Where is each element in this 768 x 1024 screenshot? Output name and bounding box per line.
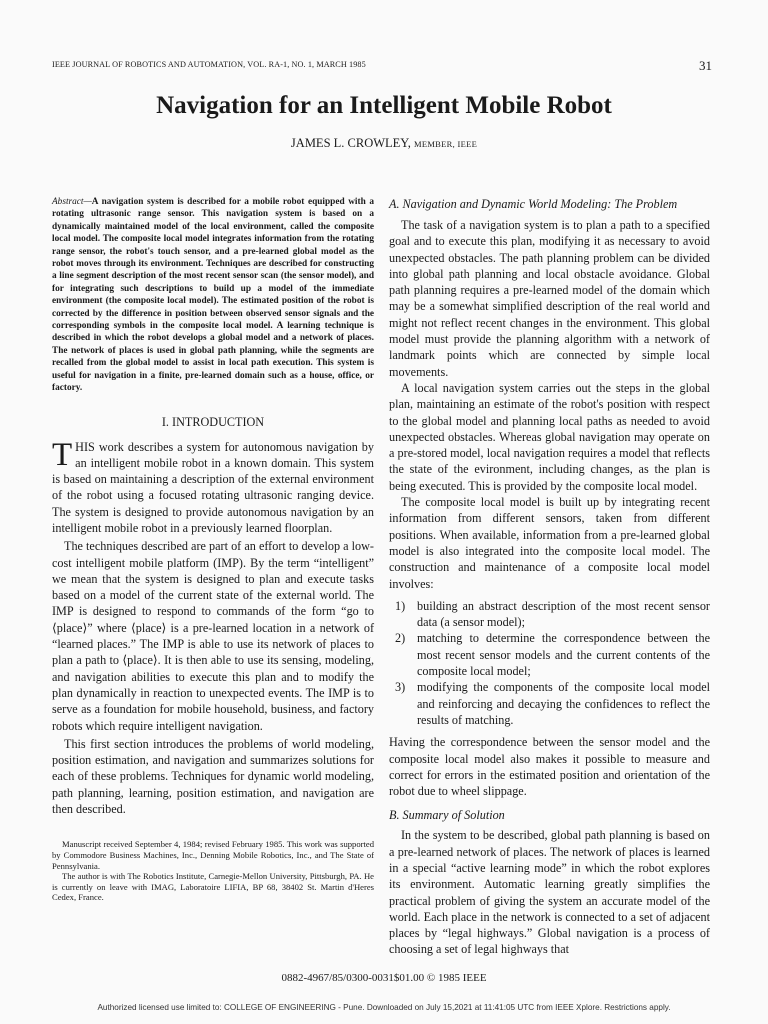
section-a-paragraph-2: A local navigation system carries out the steps in the global plan, maintaining an estimate of the robot's position with respect to the global model and planning local paths as needed to avoid unexpected obstacles. Whereas global navigation may operate on a pre-stored model, local navigation requires a model that reflects the state of the evironment, including changes, as the plan is being executed. This is provided by the composite local model. xyxy=(389,380,710,493)
subsection-heading-b: B. Summary of Solution xyxy=(389,808,505,823)
list-item xyxy=(395,679,710,728)
journal-citation: IEEE JOURNAL OF ROBOTICS AND AUTOMATION, VOL. RA-1, NO. 1, MARCH 1985 xyxy=(52,60,366,69)
section-b-paragraph-1: In the system to be described, global path planning is based on a pre-learned network of places. The network of places is learned in a special “active learning mode” in which the robot explores its environment. Automatic learning greatly simplifies the practical problem of giving the system an accurate model of the world. Each place in the network is connected to a set of adjacent places by “legal highways.” Global navigation is a process of choosing a set of legal highways that xyxy=(389,828,710,957)
intro-paragraph-2: The techniques described are part of an effort to develop a low-cost intelligent mobile platform (IMP). By the term “intelligent” we mean that the system is designed to plan and execute tasks based on a model of the current state of the external world. The IMP is designed to respond to commands of the form “go to ⟨place⟩” where ⟨place⟩ is a pre-learned location in a network of “learned places.” The IMP is able to use its network of places to plan a path to ⟨place⟩. It is then able to use its sensing, modeling, and navigation abilities to execute this plan and to modify the plan dynamically in reaction to unexpected events. The IMP is to serve as a foundation for mobile household, business, and factory robots which require intelligent navigation. xyxy=(52,539,374,733)
left-column xyxy=(52,196,374,903)
drop-cap: T xyxy=(52,436,73,473)
model-steps-list xyxy=(389,598,710,728)
page-number: 31 xyxy=(699,58,712,73)
license-notice: Authorized licensed use limited to: COLLEGE OF ENGINEERING - Pune. Downloaded on July 15,2021 at 11:41:05 UTC from IEEE Xplore. Restrictions apply. xyxy=(97,1003,671,1012)
list-item-text: modifying the components of the composite local model and reinforcing and decaying the confidences to reflect the results of matching. xyxy=(417,680,710,727)
list-item xyxy=(395,598,710,631)
footnote-manuscript: Manuscript received September 4, 1984; revised February 1985. This work was supported by Commodore Business Machines, Inc., Denning Mobile Robotics, Inc., and The State of Pennsylvania. xyxy=(52,839,374,871)
list-item-number: 3) xyxy=(395,680,406,695)
running-head xyxy=(52,60,712,74)
section-heading-introduction: I. INTRODUCTION xyxy=(161,414,265,429)
abstract-text: A navigation system is described for a mobile robot equipped with a rotating ultrasonic range sensor. This navigation system is based on a dynamically maintained model of the local environment, called the composite local model. The composite local model integrates information from the rotating range sensor, the robot's touch sensor, and a pre-learned global model as the robot moves through its environment. Techniques are described for constructing a line segment description of the most recent sensor scan (the sensor model), and for integrating such descriptions to build up a model of the immediate environment (the composite local model). The estimated position of the robot is corrected by the difference in position between observed sensor signals and the corresponding symbols in the composite local model. A learning technique is described in which the robot develops a global model and a network of places. The network of places is used in global path planning, while the segments are recalled from the global model to assist in local path execution. This system is useful for navigation in a finite, pre-learned domain such as a house, office, or factory. xyxy=(52,197,374,394)
section-a-paragraph-1: The task of a navigation system is to plan a path to a specified goal and to execute this plan, modifying it as necessary to avoid unexpected obstacles. The path planning problem can be divided into global path planning and local obstacle avoidance. Global path planning requires a pre-learned model of the domain which may be a somewhat simplified description of the real world and might not reflect recent changes in the environment. This global model must provide the planning algorithm with a network of landmark points which are connected by simple local movements. xyxy=(389,218,710,379)
author-membership: MEMBER, IEEE xyxy=(413,139,478,149)
paper-title: Navigation for an Intelligent Mobile Robot xyxy=(156,92,612,119)
section-a-paragraph-4: Having the correspondence between the sensor model and the composite local model also makes it possible to measure and correct for errors in the estimated position and orientation of the robot due to wheel slippage. xyxy=(389,735,710,799)
subsection-heading-a: A. Navigation and Dynamic World Modeling: The Problem xyxy=(389,197,678,211)
footnote-author: The author is with The Robotics Institute, Carnegie-Mellon University, Pittsburgh, PA. He is currently on leave with IMAG, Laboratoire LIFIA, BP 68, 38402 St. Martin d'Heres Cedex, France. xyxy=(52,871,374,903)
list-item-text: matching to determine the correspondence between the most recent sensor models and the current contents of the composite local model; xyxy=(417,631,710,679)
intro-paragraph-1-text: HIS work describes a system for autonomous navigation by an intelligent mobile robot in a known domain. This system is based on maintaining a description of the external environment of the robot using a focused rotating ultrasonic ranging device. The system is designed to provide autonomous navigation by an intelligent mobile robot in a previously learned floorplan. xyxy=(52,439,374,535)
right-column xyxy=(389,196,710,958)
abstract-label: Abstract xyxy=(52,197,84,207)
list-item-text: building an abstract description of the most recent sensor data (a sensor model); xyxy=(417,598,710,630)
intro-paragraph-3: This first section introduces the problems of world modeling, position estimation, and navigation and summarizes solutions for each of these problems. Techniques for dynamic world modeling, path planning, learning, position estimation, and navigation are then described. xyxy=(52,736,374,817)
footnotes xyxy=(52,839,374,903)
abstract: Abstract—A navigation system is described for a mobile robot equipped with a rotating ultrasonic range sensor. This navigation system is based on a dynamically maintained model of the local environment, called the composite local model. The composite local model integrates information from the rotating range sensor, the robot's touch sensor, and a pre-learned global model as the robot moves through its environment. Techniques are described for constructing a line segment description of the most recent sensor scan (the sensor model), and for integrating such descriptions to build up a model of the immediate environment (the composite local model). The estimated position of the robot is corrected by the difference in position between observed sensor signals and the corresponding symbols in the composite local model. A learning technique is described in which the robot develops a global model and a network of places. The network of places is used in global path planning, while the segments are recalled from the global model to assist in local path execution. This system is useful for navigation in a finite, pre-learned domain such as a house, office, or factory. xyxy=(52,197,374,394)
list-item-number: 1) xyxy=(395,598,406,613)
section-a-paragraph-3: The composite local model is built up by integrating recent information from different sensors, taken from different positions. When available, information from a pre-learned global model is also integrated into the composite local model. The construction and maintenance of a composite local model involves: xyxy=(389,495,710,591)
author-line xyxy=(0,136,768,151)
author-name: JAMES L. CROWLEY, xyxy=(290,136,411,150)
list-item xyxy=(395,630,710,679)
intro-paragraph-1 xyxy=(52,436,374,537)
list-item-number: 2) xyxy=(395,631,406,646)
copyright-line: 0882-4967/85/0300-0031$01.00 © 1985 IEEE xyxy=(281,972,487,984)
